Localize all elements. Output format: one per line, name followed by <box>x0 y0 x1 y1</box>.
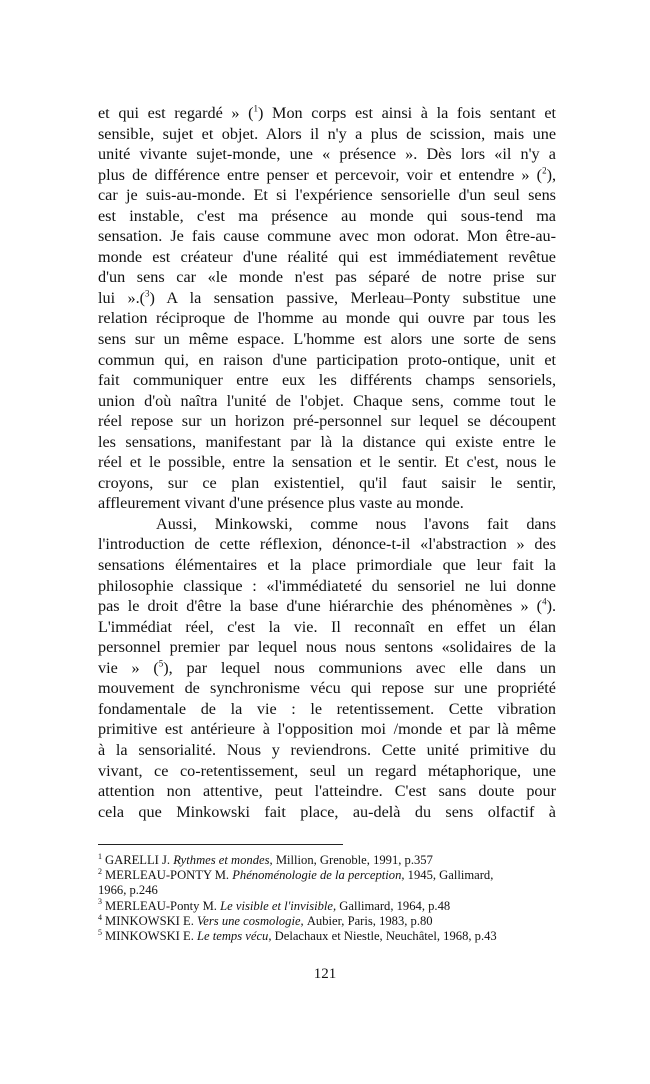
text-line <box>98 637 556 658</box>
footnote-details: Aubier, Paris, 1983, p.80 <box>306 913 433 928</box>
text-line <box>98 144 556 165</box>
text-segment: fait communiquer entre eux les différents champs sensoriels, <box>98 371 556 390</box>
text-line <box>98 555 556 576</box>
text-segment: commun qui, en raison d'une participation proto-ontique, unit et <box>98 350 556 369</box>
text-segment: ), par lequel nous communions avec elle dans un <box>163 658 556 677</box>
text-segment: ), <box>546 165 556 184</box>
text-segment: pas le droit d'être la base d'une hiérarchie des phénomènes » ( <box>98 597 543 616</box>
footnote-title: Le visible et l'invisible, <box>220 898 340 913</box>
text-line <box>98 391 556 412</box>
text-line <box>98 534 556 555</box>
footnote-details-continued: 1966, p.246 <box>98 883 158 898</box>
text-segment: et qui est regardé » ( <box>98 104 254 122</box>
footnote-number: 4 <box>98 912 102 922</box>
text-segment: Aussi, Minkowski, comme nous l'avons fait dans <box>156 514 556 533</box>
text-segment: L'immédiat réel, c'est la vie. Il reconnaît en effet un élan <box>98 617 556 636</box>
text-line <box>98 658 556 679</box>
text-line <box>98 267 556 288</box>
footnote-author: MINKOWSKI E. <box>105 929 197 944</box>
text-segment: attention non attentive, peut l'atteindre. C'est sans doute pour <box>98 782 556 801</box>
text-line <box>98 761 556 782</box>
footnote-author: GARELLI J. <box>105 853 174 867</box>
footnote-author: MERLEAU-Ponty M. <box>105 898 221 913</box>
text-segment: d'un sens car «le monde n'est pas séparé de notre prise sur <box>98 268 556 287</box>
text-segment: l'introduction de cette réflexion, dénonce-t-il «l'abstraction » des <box>98 535 556 554</box>
text-segment: vie » ( <box>98 658 159 677</box>
text-line <box>98 514 556 535</box>
text-line <box>98 288 556 309</box>
text-line <box>98 247 556 268</box>
text-segment: sensible, sujet et objet. Alors il n'y a plus de scission, mais une <box>98 124 556 143</box>
text-segment: ) A la sensation passive, Merleau–Ponty substitue une <box>149 288 557 307</box>
page-body <box>98 103 556 822</box>
text-segment: monde est créateur d'une réalité qui est immédiatement revêtue <box>98 247 556 266</box>
text-segment: relation réciproque de l'homme au monde qui ouvre par tous les <box>98 309 556 328</box>
text-segment: cela que Minkowski fait place, au-delà du sens olfactif à <box>98 802 556 821</box>
text-line <box>98 308 556 329</box>
text-line <box>98 185 556 206</box>
footnote-author: MERLEAU-PONTY M. <box>105 868 233 883</box>
text-segment: plus de différence entre penser et percevoir, voir et entendre » ( <box>98 165 543 184</box>
text-line <box>98 165 556 186</box>
text-line <box>98 370 556 391</box>
footnote-title: Vers une cosmologie, <box>197 913 307 928</box>
text-line <box>98 617 556 638</box>
text-line <box>98 432 556 453</box>
footnote-details: Gallimard, 1964, p.48 <box>339 898 451 913</box>
text-segment: union d'où naîtra l'unité de l'objet. Chaque sens, comme tout le <box>98 391 556 410</box>
text-segment: ) Mon corps est ainsi à la fois sentant et <box>258 104 556 122</box>
text-line <box>98 740 556 761</box>
footnote-reference[interactable]: 2 <box>542 165 547 176</box>
text-segment: fondamentale de la vie : le retentissement. Cette vibration <box>98 699 556 718</box>
text-line <box>98 596 556 617</box>
text-segment: à la sensorialité. Nous y reviendrons. Cette unité primitive du <box>98 740 556 759</box>
footnote-details: Million, Grenoble, 1991, p.357 <box>275 853 433 867</box>
text-segment: vivant, ce co-retentissement, seul un regard métaphorique, une <box>98 761 556 780</box>
footnote-details: Delachaux et Niestle, Neuchâtel, 1968, p.43 <box>274 929 497 944</box>
text-line <box>98 350 556 371</box>
text-line <box>98 226 556 247</box>
footnote-item <box>98 899 568 914</box>
text-segment: ). <box>546 597 556 616</box>
footnote-title: Rythmes et mondes, <box>173 853 276 867</box>
text-line <box>98 781 556 802</box>
footnote-reference[interactable]: 1 <box>253 103 259 114</box>
text-segment: est instable, c'est ma présence au monde qui sous-tend ma <box>98 206 556 225</box>
text-segment: croyons, sur ce plan existentiel, qu'il faut saisir le sentir, <box>98 473 556 492</box>
text-line <box>98 493 556 514</box>
footnote-item <box>98 914 568 929</box>
text-line <box>98 103 556 124</box>
text-line <box>98 452 556 473</box>
footnote-number: 2 <box>98 867 102 877</box>
page-number: 121 <box>313 966 337 982</box>
footnote-separator <box>98 844 343 845</box>
text-line <box>98 719 556 740</box>
footnotes <box>98 853 568 944</box>
footnote-author: MINKOWSKI E. <box>105 913 197 928</box>
footnote-item <box>98 929 568 944</box>
text-segment: lui ».( <box>98 288 146 307</box>
text-line <box>98 678 556 699</box>
text-line <box>98 576 556 597</box>
text-segment: les sensations, manifestant par là la distance qui existe entre le <box>98 432 556 451</box>
footnote-reference[interactable]: 5 <box>158 658 164 669</box>
footnote-number: 5 <box>98 927 102 937</box>
text-line <box>98 699 556 720</box>
footnote-title: Phénoménologie de la perception, <box>232 868 408 883</box>
text-line <box>98 802 556 823</box>
text-line <box>98 329 556 350</box>
footnote-reference[interactable]: 4 <box>542 596 547 607</box>
text-line <box>98 473 556 494</box>
text-segment: réel et le possible, entre la sensation et le sentir. Et c'est, nous le <box>98 453 556 472</box>
text-segment: unité vivante sujet-monde, une « présence ». Dès lors «il n'y a <box>98 145 556 164</box>
text-segment: affleurement vivant d'une présence plus vaste au monde. <box>98 494 464 513</box>
text-segment: philosophie classique : «l'immédiateté du sensoriel ne lui donne <box>98 576 556 595</box>
text-segment: sensations élémentaires et la place primordiale que leur fait la <box>98 556 556 575</box>
text-segment: personnel premier par lequel nous nous sentons «solidaires de la <box>98 638 556 657</box>
text-segment: réel repose sur un horizon pré-personnel sur lequel se découpent <box>98 412 556 431</box>
footnote-number: 3 <box>98 897 102 907</box>
text-segment: car je suis-au-monde. Et si l'expérience sensorielle d'un seul sens <box>98 186 556 205</box>
text-line <box>98 206 556 227</box>
main-text <box>98 103 556 822</box>
text-segment: mouvement de synchronisme vécu qui repose sur une propriété <box>98 679 556 698</box>
footnote-title: Le temps vécu, <box>197 929 275 944</box>
text-segment: primitive est antérieure à l'opposition moi /monde et par là même <box>98 720 556 739</box>
text-segment: sens sur un même espace. L'homme est alors une sorte de sens <box>98 330 556 349</box>
footnote-reference[interactable]: 3 <box>145 288 150 299</box>
footnote-item <box>98 868 568 898</box>
text-segment: sensation. Je fais cause commune avec mon odorat. Mon être-au- <box>98 227 556 246</box>
footnote-number: 1 <box>98 851 102 861</box>
text-line <box>98 411 556 432</box>
footnote-details: 1945, Gallimard, <box>407 868 494 883</box>
footnote-item <box>98 853 568 868</box>
text-line <box>98 124 556 145</box>
